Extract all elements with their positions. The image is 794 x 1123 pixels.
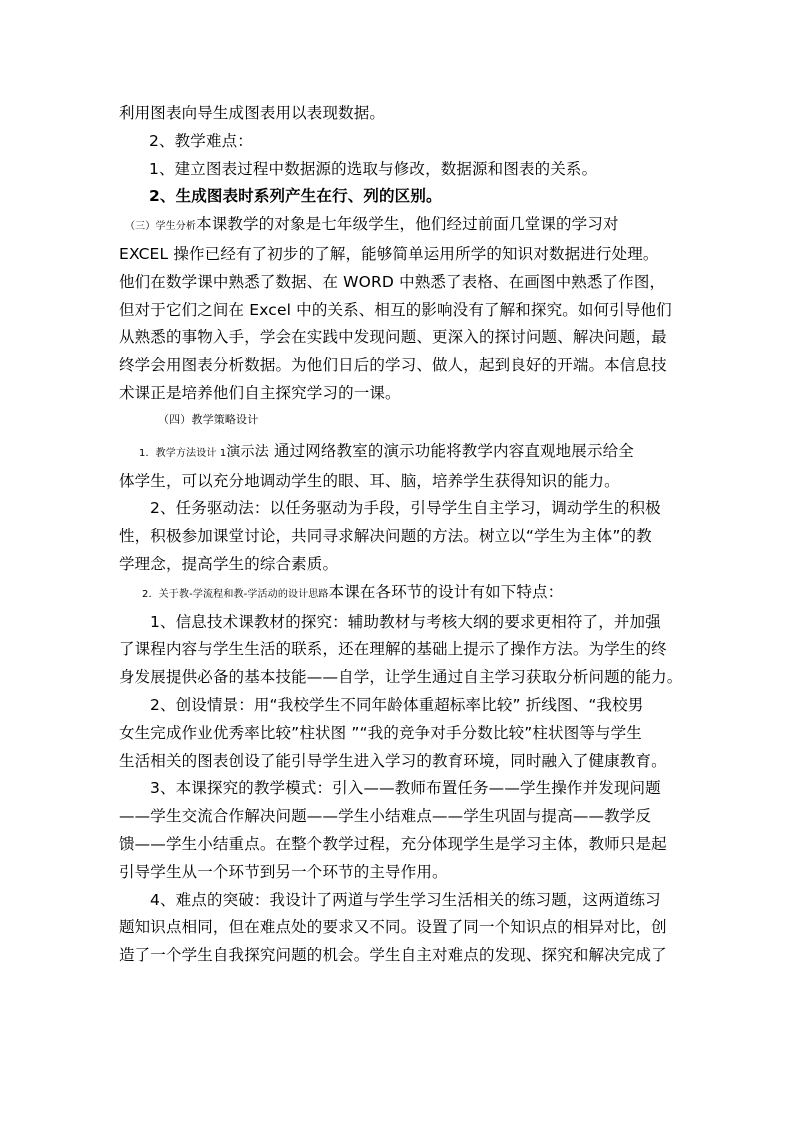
paragraph-line: 术课正是培养他们自主探究学习的一课。 (119, 383, 401, 402)
paragraph-line: 1、建立图表过程中数据源的选取与修改，数据源和图表的关系。 (149, 159, 598, 178)
paragraph-line: 利用图表向导生成图表用以表现数据。 (119, 104, 386, 122)
paragraph-line: 学理念，提高学生的综合素质。 (119, 554, 339, 573)
paragraph-line: 女生完成作业优秀率比较”柱状图 ”“我的竞争对手分数比较”柱状图等与学生 (119, 723, 642, 742)
paragraph-line: 从熟悉的事物入手，学会在实践中发现问题、更深入的探讨问题、解决问题，最 (119, 328, 667, 347)
paragraph-line: 题知识点相同，但在难点处的要求又不同。设置了同一个知识点的相异对比，创 (119, 918, 667, 937)
student-analysis-line (119, 211, 689, 241)
paragraph-line: 性，积极参加课堂讨论，共同寻求解决问题的方法。树立以“学生为主体”的教 (119, 527, 652, 546)
paragraph-text: 本课教学的对象是七年级学生，他们经过前面几堂课的学习对 (196, 215, 619, 234)
paragraph-line-bold: 2、生成图表时系列产生在行、列的区别。 (149, 187, 442, 206)
paragraph-line: 2、创设情景：用“我校学生不同年龄体重超标率比较” 折线图、“我校男 (150, 695, 644, 714)
paragraph-line: 3、本课探究的教学模式：引入——教师布置任务——学生操作并发现问题 (150, 779, 661, 798)
document-body (119, 100, 689, 970)
paragraph-line: 引导学生从一个环节到另一个环节的主导作用。 (119, 862, 448, 881)
paragraph-line: EXCEL 操作已经有了初步的了解，能够简单运用所学的知识对数据进行处理。 (119, 244, 659, 263)
paragraph-text: 本课在各环节的设计有如下特点： (328, 582, 564, 601)
paragraph-text: 通过网络教室的演示功能将教学内容直观地展示给全 (273, 441, 634, 460)
heading-student-analysis: （三）学生分析 (125, 221, 197, 233)
paragraph-line: 了课程内容与学生生活的联系，还在理解的基础上提示了操作方法。为学生的终 (119, 640, 667, 659)
method-name: 演示法 (226, 443, 269, 460)
heading-teaching-method: 1．教学方法设计 1 (139, 447, 227, 459)
paragraph-line: 体学生，可以充分地调动学生的眼、耳、脑，培养学生获得知识的能力。 (119, 471, 620, 490)
paragraph-line: 1、信息技术课教材的探究：辅助教材与考核大纲的要求更相符了，并加强 (150, 612, 661, 631)
paragraph-line: 但对于它们之间在 Excel 中的关系、相互的影响没有了解和探究。如何引导他们 (119, 300, 672, 319)
paragraph-line: 身发展提供必备的基本技能——自学，让学生通过自主学习获取分析问题的能力。 (119, 668, 683, 687)
heading-design-ideas: 2．关于教-学流程和教-学活动的设计思路 (142, 588, 329, 600)
paragraph-line: 造了一个学生自我探究问题的机会。学生自主对难点的发现、探究和解决完成了 (119, 946, 667, 965)
paragraph-line: ——学生交流合作解决问题——学生小结难点——学生巩固与提高——教学反 (119, 807, 652, 826)
method-line (119, 438, 689, 468)
paragraph-line: 他们在数学课中熟悉了数据、在 WORD 中熟悉了表格、在画图中熟悉了作图， (119, 272, 666, 291)
paragraph-line: 馈——学生小结重点。在整个教学过程，充分体现学生是学习主体，教师只是起 (119, 834, 667, 853)
heading-teaching-strategy: （四）教学策略设计 (158, 412, 259, 426)
design-line (119, 579, 689, 609)
paragraph-line: 2、教学难点： (149, 131, 253, 150)
paragraph-line: 生活相关的图表创设了能引导学生进入学习的教育环境，同时融入了健康教育。 (119, 751, 667, 770)
paragraph-line: 终学会用图表分析数据。为他们日后的学习、做人，起到良好的开端。本信息技 (119, 356, 667, 375)
paragraph-line: 4、难点的突破：我设计了两道与学生学习生活相关的练习题，这两道练习 (150, 890, 661, 909)
paragraph-line: 2、任务驱动法：以任务驱动为手段，引导学生自主学习，调动学生的积极 (150, 499, 661, 518)
